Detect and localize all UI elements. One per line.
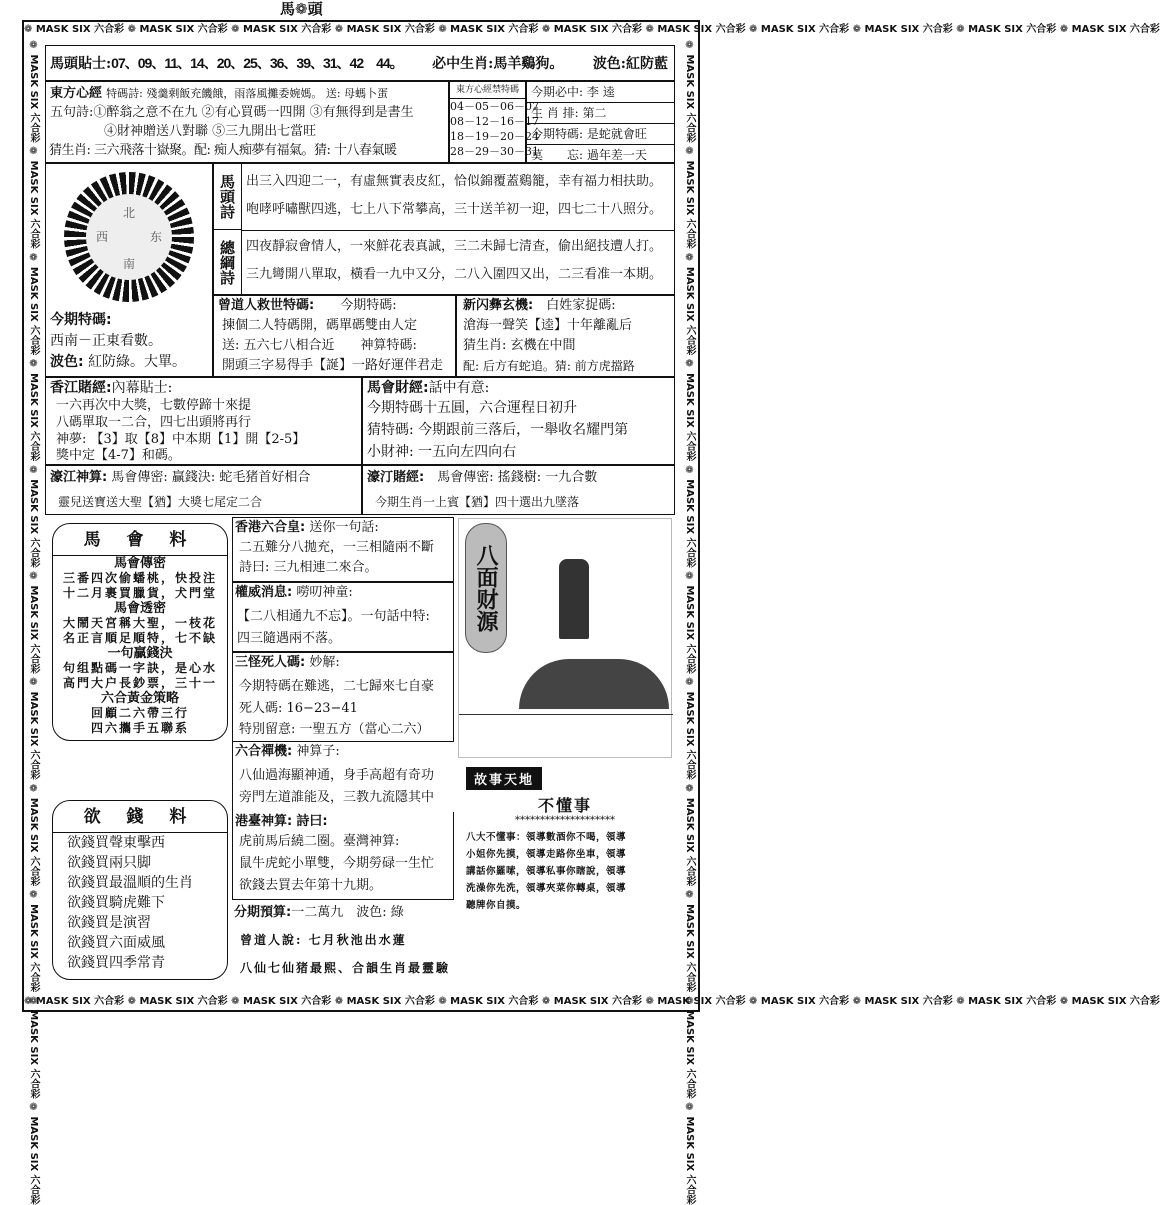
chanji-section [232,742,454,812]
story-title-text: 不懂事 [537,796,592,815]
layout-block [53,833,227,973]
special-color-label-text: 波色: [50,354,84,370]
header-color-text: 紅防藍 [625,56,668,72]
layout-block [86,194,172,280]
marquee-top: ❁ MASK SIX 六合彩 ❁ MASK SIX 六合彩 ❁ MASK SIX 六合彩 ❁ MASK SIX 六合彩 ❁ MASK SIX 六合彩 ❁ MASK SIX 六合彩 ❁ MASK SIX 六合彩 ❁ MASK SIX 六合彩 ❁ MASK SIX 六合彩 ❁ MASK SIX 六合彩 ❁ MASK SIX 六合彩 [24,24,1160,35]
layout-block [367,468,597,488]
sanguai-sub-text: 妙解: [309,655,340,670]
mahui-liao-s3l-1-text: 高門大户長鈔票，三十一 [62,676,217,690]
quanwei-title-text: 權威消息: [235,585,293,600]
haoting-sub-text: 馬會傳密: 搖錢樹: 一九合數 [437,470,598,485]
layout-block [527,124,674,145]
compass-wheel [64,172,194,302]
sidebox-0-value-text: 李 逵 [586,85,615,99]
yuqian-lines-1-text: 欲錢買兩只脚 [67,855,151,871]
compass-e-text: 东 [149,230,162,244]
dongfang-line2-text: ④財神贈送八對聯 ⑤三九開出七當旺 [104,124,317,139]
yuqian-lines-5-text: 欲錢買六面威風 [67,935,165,951]
sanguai-l1-text: 今期特碼在難逃，二七歸來七自豪 [239,679,435,694]
mahui-caijing-section [362,377,675,465]
fenqi-value-text: 一二萬九 波色: 綠 [291,905,404,920]
layout-block [242,230,674,231]
baxian-line: 八仙七仙猪最熙、合韻生肖最靈驗 [240,961,451,975]
quanwei-l2-text: 四三隨遇兩不落。 [237,631,342,646]
story-lines-3-text: 洗澡你先洗，領導夾菜你轉桌，領導 [466,883,627,894]
header-tips-label-text: 馬頭貼士: [50,56,112,72]
layout-block [527,82,674,103]
xinshan-section [456,295,675,377]
layout-block [50,103,414,123]
mahui-liao-s2l-0-text: 大鬧天宮稱大聖，一枝花 [62,616,217,630]
zengdao-l3-text: 開頭三字易得手【誕】一路好運伴君走 [222,358,444,373]
poems-general-label-text: 總綱詩 [214,230,242,294]
mahui-cai-lines-1-text: 猜特碼: 今期跟前三落后，一舉收名耀門第 [367,422,629,438]
layout-block [218,296,397,316]
zodiac [432,53,563,73]
dongfang-title-text: 東方心經 [50,86,103,101]
layout-block [235,518,379,538]
mahui-liao-s2-text: 馬會透密 [113,601,166,616]
layout-block [527,145,674,165]
layout-block [50,468,310,488]
gangtai-l2-text: 鼠牛虎蛇小單雙，今期勞碌一生忙 [239,856,435,871]
haojiang-line-text: 靈兒送寶送大聖【猶】大獎七尾定二合 [58,495,263,509]
haoting-line-text: 今期生肖一上賓【猶】四十選出九墜落 [375,495,580,509]
tips [50,53,403,73]
forbidden-title-text: 東方心經禁特碼 [450,82,525,99]
zengdao-l2b-text: 神算特碼: [360,338,417,353]
figure-icon [559,559,589,639]
xiangjiang-title-text: 香江賭經: [50,380,112,396]
hk-liuhe-section [232,517,454,582]
xiangjiang-sub-text: 內幕貼士: [111,380,173,396]
wave-color [593,53,668,73]
sidebox-2-label-text: 今期特碼: [531,127,584,141]
marquee-left: ❁ MASK SIX 六合彩 ❁ MASK SIX 六合彩 ❁ MASK SIX 六合彩 ❁ MASK SIX 六合彩 ❁ MASK SIX 六合彩 ❁ MASK SIX 六合彩 ❁ MASK SIX 六合彩 ❁ MASK SIX 六合彩 ❁ MASK SIX 六合彩 ❁ MASK SIX 六合彩 ❁ MASK SIX 六合彩 [28,40,39,1205]
zengdao-l2a-text: 送: 五六七八相合近 [222,338,335,353]
story-section [458,763,672,911]
layout-block [50,378,172,398]
haojiang-title-text: 濠江神算: [50,470,108,485]
story-lines-4-text: 聽牌你自摸。 [466,900,527,911]
forbidden-rows-2-text: 18－19－20－24 [450,130,539,143]
story-stars-text: ******************** [515,815,615,826]
header-bar [45,45,675,81]
layout-block [235,742,340,762]
fenqi-title-text: 分期預算: [234,905,292,920]
sidebox-0-label-text: 今期必中: [531,85,584,99]
mahui-liao-title-text: 馬 會 料 [53,524,227,556]
chanji-l2-text: 旁門左道誰能及，三教九流隱其中 [239,790,435,805]
mahui-liao-s4l-0-text: 回顧二六帶三行 [90,706,189,720]
compass-section [45,163,213,377]
mahui-liao-s3l-0-text: 句组點碼一字訣，是心水 [62,661,217,675]
header-color-label-text: 波色: [592,56,626,72]
layout-block [235,812,328,832]
haoting-title-text: 濠汀賭經: [367,470,425,485]
yuqian-title-text: 欲 錢 料 [53,801,227,833]
poems-horse-1-text: 咆哮呼嘯獸四逃，七上八下常攀高，三十送羊初一迎，四七二十八照分。 [246,202,663,217]
layout-block [50,84,388,104]
haojiang-sub-text: 馬會傳密: 贏錢決: 蛇毛猪首好相合 [111,470,311,485]
layout-block [367,378,489,398]
layout-block [50,352,186,372]
poems-general-1-text: 三九彎開八單取，橫看一九中又分，二八入圍四又出，二三看准一本期。 [246,267,663,282]
zengdao-sub1-text: 今期特碼: [340,298,397,313]
yuqian-lines-6-text: 欲錢買四季常青 [67,955,165,971]
story-lines-2-text: 講話你羅嗦，領導私事你瞎說，領導 [466,866,627,877]
yuqian-liao-box [52,800,228,980]
chanji-l1-text: 八仙過海顯神通，身手高超有奇功 [239,768,435,783]
forbidden-rows-3-text: 28－29－30－31 [450,145,539,158]
compass-n-text: 北 [122,206,135,220]
dongfang-five-label-text: 五句詩: [50,105,94,120]
story-lines-0-text: 八大不懂事：領導數酒你不喝，領導 [466,832,627,843]
mahui-liao-box [52,523,228,741]
poems-section [213,163,675,295]
hill-icon [519,659,669,709]
marquee-right: ❁ MASK SIX 六合彩 ❁ MASK SIX 六合彩 ❁ MASK SIX 六合彩 ❁ MASK SIX 六合彩 ❁ MASK SIX 六合彩 ❁ MASK SIX 六合彩 ❁ MASK SIX 六合彩 ❁ MASK SIX 六合彩 ❁ MASK SIX 六合彩 ❁ MASK SIX 六合彩 ❁ MASK SIX 六合彩 [684,40,695,1205]
header-zodiac-label-text: 必中生肖: [432,56,494,72]
quanwei-l1-text: 【二八相通九不忘】。一句話中特: [237,609,430,624]
forbidden-codes [449,81,539,163]
poems-general-0-text: 四夜靜寂會情人，一來鮮花表真誠，三二未歸七清查，偷出絕技遭人打。 [246,239,663,254]
layout-block [463,296,616,316]
hk-l2-text: 詩曰: 三九相連二來合。 [239,560,378,575]
xiangjiang-lines-1-text: 八碼單取一二合，四七出頭將再行 [56,415,252,430]
sidebox-2-value-text: 是蛇就會旺 [586,127,647,141]
dongfang-poem-small-text: 特碼詩: 殘羹剩飯充饑餓，雨落風攤委婉媽。 送: 母螞卜蛋 [106,87,389,100]
sanguai-title-text: 三怪死人碼: [235,655,306,670]
hk-title-text: 香港六合皇: [235,520,306,535]
mahui-liao-s1-text: 馬會傳密 [113,556,166,571]
bamian-illustration [458,518,672,758]
marquee-bottom: ❁ MASK SIX 六合彩 ❁ MASK SIX 六合彩 ❁ MASK SIX 六合彩 ❁ MASK SIX 六合彩 ❁ MASK SIX 六合彩 ❁ MASK SIX 六合彩 ❁ MASK SIX 六合彩 ❁ MASK SIX 六合彩 ❁ MASK SIX 六合彩 ❁ MASK SIX 六合彩 ❁ MASK SIX 六合彩 [24,996,1160,1007]
yuqian-lines-4-text: 欲錢買是演習 [67,915,151,931]
hk-sub-text: 送你一句話: [309,520,379,535]
sanguai-l2-text: 死人碼: 16−23−41 [239,701,358,716]
mahui-cai-lines-2-text: 小財神: 一五向左四向右 [367,444,517,460]
special-line-text: 西南－正東看數。 [50,333,162,349]
zengdao-l1-text: 揀個二人特碼開，碼單碼雙由人定 [222,318,418,333]
dongfang-line1-text: ①醉翁之意不在九 ②有心買碼一四開 ③有無得到是書生 [93,105,414,120]
layout-block [235,653,340,673]
mahui-liao-s1l-1-text: 十二月裹買臘貨，犬門堂 [62,586,217,600]
compass-w-text: 西 [96,230,109,244]
sidebox-3-label-text: 莫 忘: [531,148,584,162]
masthead: 馬❁頭 [280,0,323,18]
layout-block [527,103,674,124]
chanji-title-text: 六合禪機: [235,744,293,759]
compass-s-text: 南 [122,257,135,271]
side-info [526,81,675,163]
xinshan-l3-text: 配: 后方有蛇追。猜: 前方虎擋路 [463,359,635,373]
forbidden-rows-0-text: 04－05－06－07 [450,100,539,113]
layout-block [235,583,353,603]
dongfang-section [45,81,449,163]
quanwei-sub-text: 嘮叨神童: [296,585,353,600]
story-lines-1-text: 小姐你先摸，領導走路你坐車，領導 [466,849,627,860]
xinshan-title-text: 新闪彝玄機: [463,298,534,313]
yuqian-lines-0-text: 欲錢買聲東擊西 [67,835,165,851]
sanguai-section [232,652,454,742]
layout-block [222,336,417,356]
forbidden-rows-1-text: 08－12－16－17 [450,115,539,128]
mahui-liao-s1l-0-text: 三番四次偷蟠桃，快投注 [62,571,217,585]
sidebox-1-value-text: 第二 [582,106,607,120]
xiangjiang-section [45,377,362,465]
mahui-cai-title-text: 馬會財經: [367,380,429,396]
mahui-cai-lines-0-text: 今期特碼十五圓，六合運程日初升 [367,400,577,416]
yuqian-lines-2-text: 欲錢買最溫順的生肖 [67,875,193,891]
story-tag: 故事天地 [466,767,542,790]
special-title: 今期特碼: [50,312,112,328]
haoting-section [362,465,675,515]
zengdao-says: 曾道人說: 七月秋池出水蓮 [240,933,407,947]
xiangjiang-lines-2-text: 神夢: 【3】取【8】中本期【1】開【2-5】 [56,432,306,447]
special-color-text: 紅防綠。大單。 [88,354,187,370]
dongfang-guess-text: 猜生肖: 三六飛落十嶽聚。配: 痴人痴夢有福氣。猜: 十八春氣暖 [49,143,397,158]
zengdao-section [213,295,456,377]
mahui-liao-s2l-1-text: 名正言順足順特，七不缺 [62,631,217,645]
sidebox-1-label-text: 生 肖 排: [531,106,579,120]
mahui-cai-sub-text: 話中有意: [428,380,490,396]
mahui-liao-s4-text: 六合黃金策略 [100,691,179,706]
gangtai-l1-text: 虎前馬后繞二圈。臺灣神算: [239,834,400,849]
gangtai-section [232,812,454,900]
bamian-text: 八面财源 [465,523,507,653]
xiangjiang-lines-0-text: 一六再次中大獎，七數停蹄十來提 [56,398,252,413]
poems-horse-label-text: 馬頭詩 [214,164,242,230]
hk-l1-text: 二五難分八拋充，一三相隨兩不斷 [239,540,435,555]
xinshan-sub-text: 白姓家捉碼: [546,298,616,313]
quanwei-section [232,582,454,652]
sidebox-3-value-text: 過年差一天 [586,148,647,162]
xinshan-l1-text: 滄海一聲笑【逵】十年離亂后 [463,318,633,333]
sanguai-l3-text: 特別留意: 一聖五方（當心二六） [239,722,430,737]
mahui-liao-s3-text: 一句贏錢決 [107,646,173,661]
gangtai-title-text: 港臺神算: [235,814,293,829]
poems-horse-0-text: 出三入四迎二一，有虛無實表皮紅，恰似錦覆蓋鷄籠，幸有福力相扶助。 [246,174,663,189]
yuqian-lines-3-text: 欲錢買騎虎難下 [67,895,165,911]
layout-block [466,829,626,914]
haojiang-section [45,465,362,515]
mahui-liao-s4l-1-text: 四六攜手五聯系 [90,721,189,735]
zengdao-title-text: 曾道人救世特碼: [218,298,315,313]
gangtai-sub-text: 詩曰: [296,814,328,829]
xiangjiang-lines-3-text: 獎中定【4-7】和碼。 [56,448,181,463]
layout-block [459,714,673,715]
xinshan-l2-text: 猜生肖: 玄機在中間 [463,338,576,353]
gangtai-l3-text: 欲錢去買去年第十九期。 [239,878,383,893]
header-zodiac-text: 馬羊鷄狗。 [493,56,564,72]
chanji-sub-text: 神算子: [296,744,340,759]
fenqi [234,903,404,923]
header-tips-text: 07、09、11、14、20、25、36、39、31、42 44。 [111,55,403,71]
